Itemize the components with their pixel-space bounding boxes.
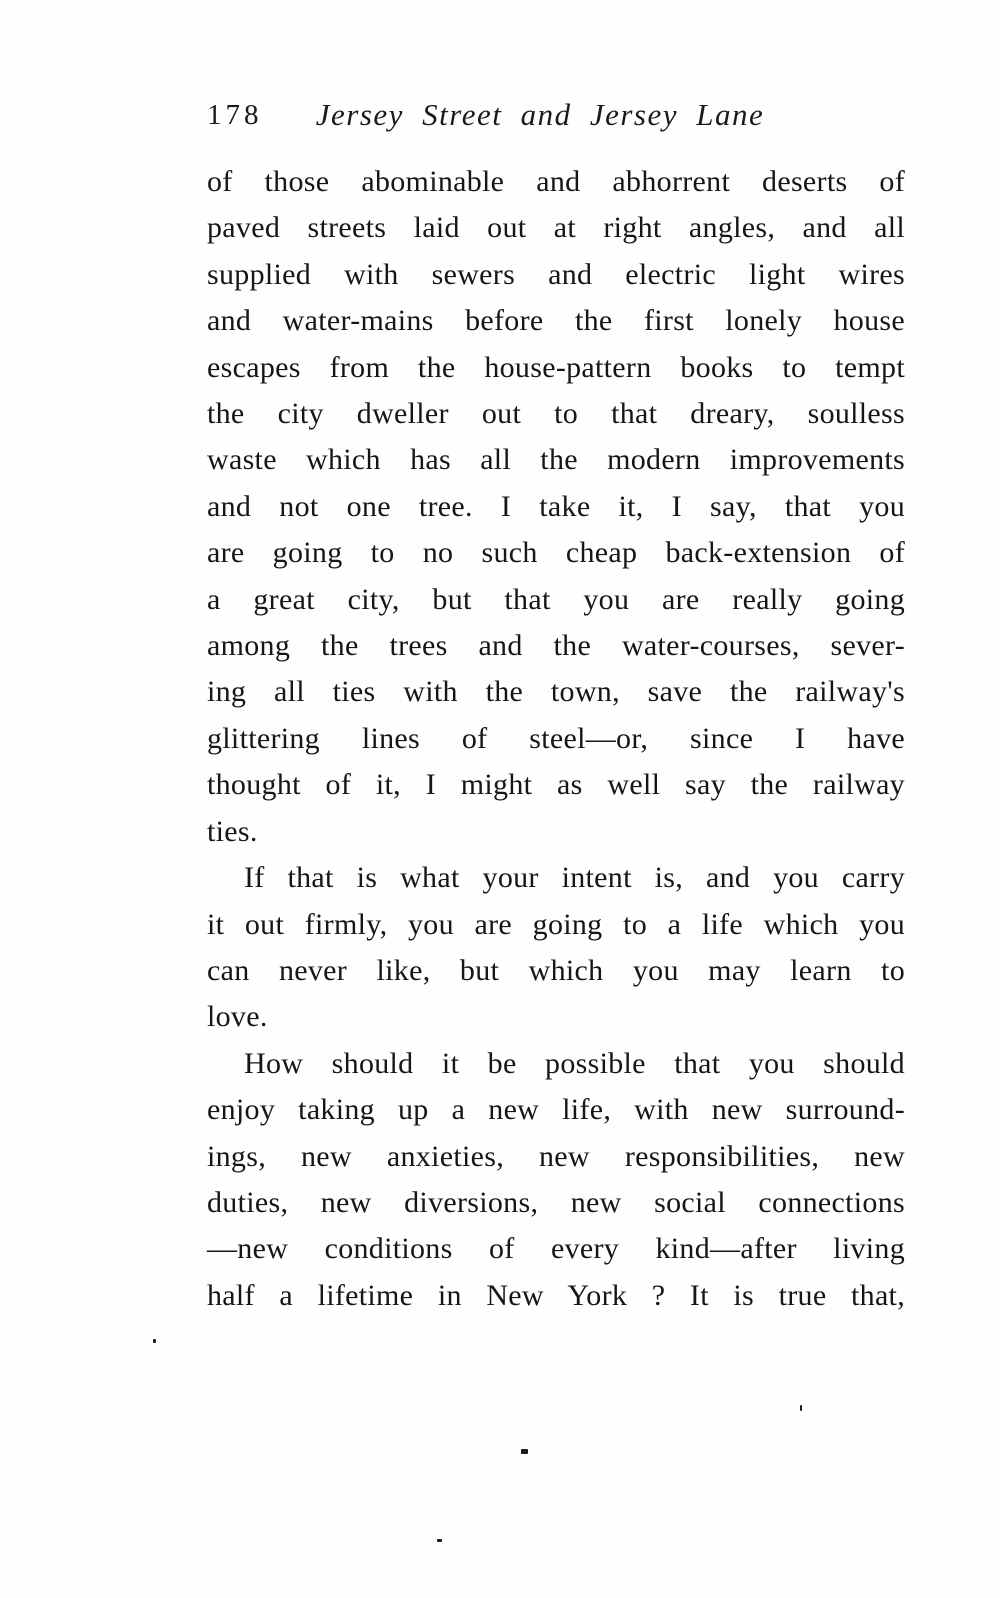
scan-speck [153, 1339, 156, 1343]
text-line: ing all ties with the town, save the railway's [207, 675, 905, 709]
text-line: waste which has all the modern improvements [207, 443, 905, 477]
running-header [207, 97, 905, 137]
text-line: it out firmly, you are going to a life which you [207, 907, 905, 941]
text-line: love. [207, 1000, 268, 1034]
scan-speck [521, 1449, 528, 1454]
paragraph [207, 855, 905, 1041]
text-line: of those abominable and abhorrent deserts of [207, 165, 905, 198]
text-line: are going to no such cheap back-extension of [207, 536, 905, 570]
text-line: duties, new diversions, new social connections [207, 1185, 905, 1219]
text-line: paved streets laid out at right angles, and all [207, 211, 905, 245]
text-line: half a lifetime in New York ? It is true that, [207, 1278, 905, 1312]
text-line: If that is what your intent is, and you carry [244, 861, 905, 895]
text-line: thought of it, I might as well say the railway [207, 768, 905, 802]
text-line: among the trees and the water-courses, sever- [207, 629, 905, 663]
text-line: and water-mains before the first lonely house [207, 304, 905, 338]
text-line: can never like, but which you may learn to [207, 953, 905, 987]
paragraph [207, 1041, 905, 1319]
text-line: How should it be possible that you should [244, 1046, 905, 1080]
text-line: a great city, but that you are really going [207, 582, 905, 616]
scan-speck [437, 1539, 442, 1542]
running-title: Jersey Street and Jersey Lane [315, 97, 765, 132]
text-line: escapes from the house-pattern books to tempt [207, 350, 905, 384]
text-line: the city dweller out to that dreary, soulless [207, 397, 905, 431]
text-block [207, 159, 905, 1319]
text-line: —new conditions of every kind—after living [207, 1232, 905, 1266]
text-line: and not one tree. I take it, I say, that you [207, 489, 905, 523]
text-line: supplied with sewers and electric light wires [207, 257, 905, 291]
text-line: glittering lines of steel—or, since I have [207, 721, 905, 755]
text-line: ties. [207, 814, 258, 848]
text-line: enjoy taking up a new life, with new surround- [207, 1093, 905, 1127]
scan-speck [800, 1405, 802, 1411]
page-number: 178 [207, 99, 263, 131]
paragraph [207, 159, 905, 855]
text-line: ings, new anxieties, new responsibilities, new [207, 1139, 905, 1173]
